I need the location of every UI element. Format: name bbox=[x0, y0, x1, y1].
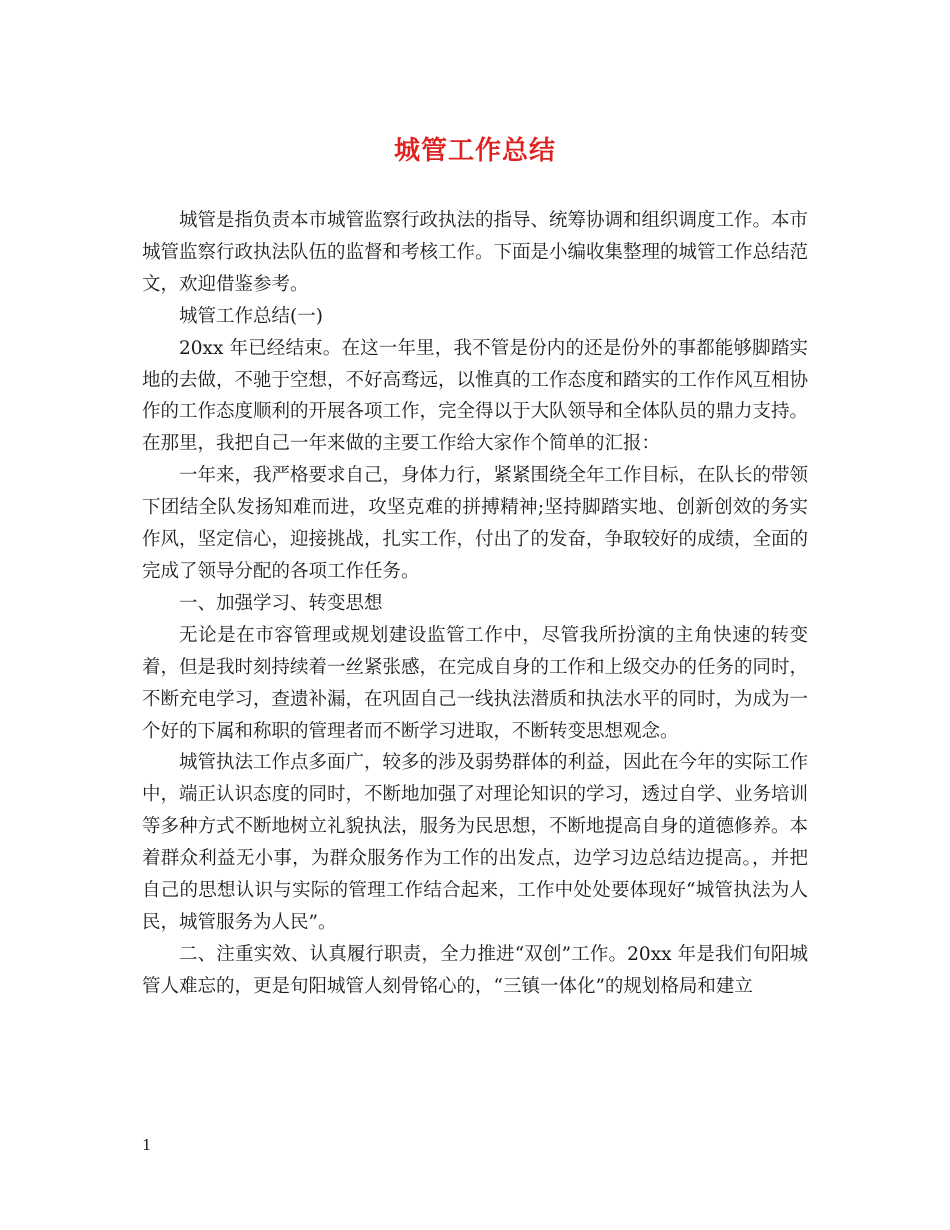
paragraph: 一年来，我严格要求自己，身体力行，紧紧围绕全年工作目标，在队长的带领下团结全队发扬知难而进，攻坚克难的拼搏精神;坚持脚踏实地、创新创效的务实作风，坚定信心，迎接挑战，扎实工作，付出了的发奋，争取较好的成绩，全面的完成了领导分配的各项工作任务。 bbox=[142, 465, 809, 582]
paragraph: 城管执法工作点多面广，较多的涉及弱势群体的利益，因此在今年的实际工作中，端正认识态度的同时，不断地加强了对理论知识的学习，透过自学、业务培训等多种方式不断地树立礼貌执法，服务为民思想，不断地提高自身的道德修养。本着群众利益无小事，为群众服务作为工作的出发点，边学习边总结边提高。，并把自己的思想认识与实际的管理工作结合起来，工作中处处要体现好“城管执法为人民，城管服务为人民”。 bbox=[142, 752, 809, 933]
paragraph: 20xx 年已经结束。在这一年里，我不管是份内的还是份外的事都能够脚踏实地的去做，不驰于空想，不好高骛远，以惟真的工作态度和踏实的工作作风互相协作的工作态度顺利的开展各项工作，完全得以于大队领导和全体队员的鼎力支持。在那里，我把自己一年来做的主要工作给大家作个简单的汇报： bbox=[142, 337, 809, 455]
paragraph: 二、注重实效、认真履行职责，全力推进“双创”工作。20xx 年是我们旬阳城管人难忘的，更是旬阳城管人刻骨铭心的，“三镇一体化”的规划格局和建立 bbox=[142, 943, 808, 997]
document-title: 城管工作总结 bbox=[393, 136, 556, 166]
paragraph: 无论是在市容管理或规划建设监管工作中，尽管我所扮演的主角快速的转变着，但是我时刻持续着一丝紧张感，在完成自身的工作和上级交办的任务的同时，不断充电学习，查遗补漏，在巩固自己一线执法潜质和执法水平的同时，为成为一个好的下属和称职的管理者而不断学习进取，不断转变思想观念。 bbox=[142, 624, 809, 742]
page-number: 1 bbox=[142, 1136, 152, 1154]
section-heading-summary-one: 城管工作总结(一) bbox=[179, 305, 323, 327]
section-heading-learning: 一、加强学习、转变思想 bbox=[179, 592, 383, 614]
document-body bbox=[142, 205, 808, 1003]
paragraph-intro: 城管是指负责本市城管监察行政执法的指导、统筹协调和组织调度工作。本市城管监察行政执法队伍的监督和考核工作。下面是小编收集整理的城管工作总结范文，欢迎借鉴参考。 bbox=[142, 210, 809, 295]
